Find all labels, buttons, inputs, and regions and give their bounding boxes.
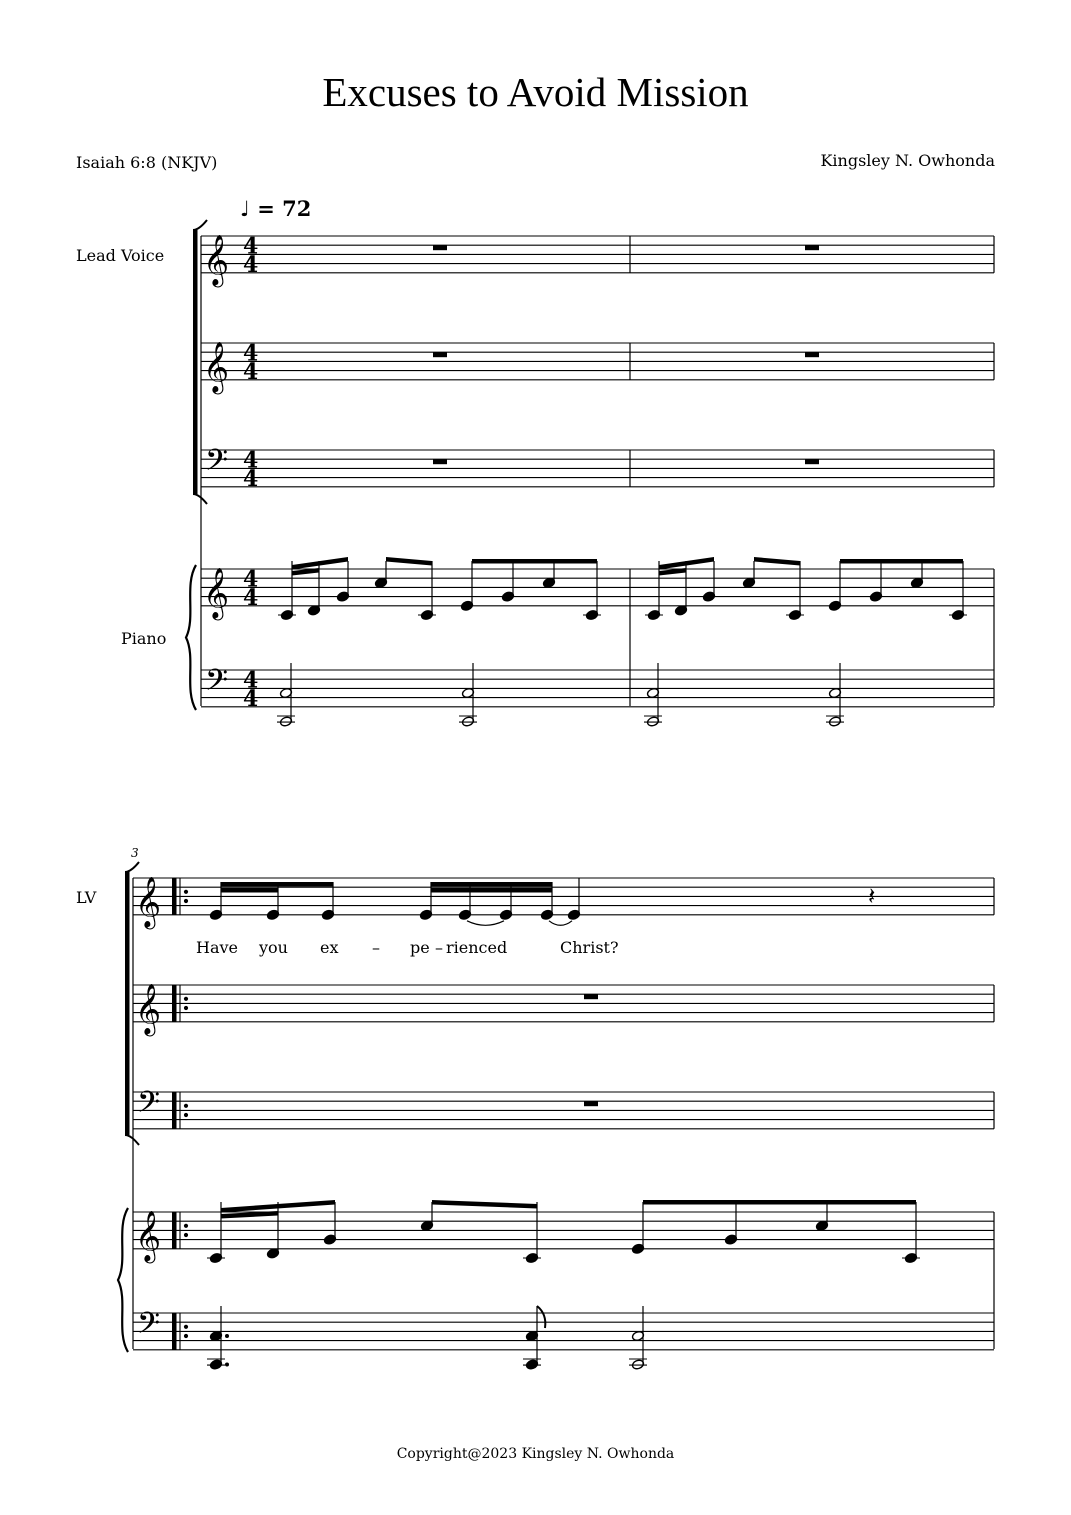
- repeat-dot: [184, 997, 188, 1001]
- time-signature-numerator: 4: [243, 340, 259, 367]
- beam: [643, 1200, 916, 1205]
- system-bracket: [193, 230, 198, 494]
- whole-rest: [584, 1101, 598, 1106]
- quarter-note-icon: ♩: [240, 196, 250, 221]
- repeat-dot: [184, 1224, 188, 1228]
- augmentation-dot: [225, 1334, 229, 1338]
- beam: [221, 888, 278, 893]
- lyric-syllable: you: [259, 938, 288, 957]
- time-signature-numerator: 4: [243, 566, 259, 593]
- scripture-reference: Isaiah 6:8 (NKJV): [76, 153, 218, 172]
- beam: [221, 882, 333, 887]
- repeat-dot: [184, 1334, 188, 1338]
- tie: [549, 921, 572, 926]
- piano-brace: [118, 1208, 128, 1352]
- bass-clef-icon: 𝄢: [205, 664, 229, 706]
- time-signature-numerator: 4: [243, 447, 259, 474]
- whole-rest: [805, 245, 819, 250]
- piano-brace: [186, 565, 196, 710]
- quarter-rest: 𝄽: [868, 881, 876, 910]
- bracket-hook: [193, 494, 207, 504]
- whole-rest: [584, 994, 598, 999]
- time-signature-denominator: 4: [243, 358, 259, 385]
- repeat-dot: [184, 1104, 188, 1108]
- whole-rest: [433, 245, 447, 250]
- augmentation-dot: [225, 1363, 229, 1367]
- beam: [431, 888, 552, 893]
- repeat-dot: [184, 1006, 188, 1010]
- repeat-dot: [184, 1325, 188, 1329]
- system-bracket: [125, 872, 130, 1135]
- treble-clef-icon: 𝄞: [203, 567, 230, 619]
- bass-clef-icon: 𝄢: [137, 1307, 161, 1349]
- composer: Kingsley N. Owhonda: [820, 151, 995, 170]
- beam: [431, 882, 552, 887]
- repeat-dot: [184, 890, 188, 894]
- part-label-piano: Piano: [121, 629, 167, 648]
- part-label-lv: LV: [76, 888, 97, 907]
- treble-clef-icon: 𝄞: [203, 341, 230, 393]
- eighth-flag: [537, 1306, 545, 1328]
- treble-clef-icon: 𝄞: [203, 234, 230, 286]
- repeat-dot: [184, 1233, 188, 1237]
- lyric-syllable: Have: [196, 938, 238, 957]
- lyric-hyphen: –: [435, 938, 443, 957]
- repeat-dot: [184, 1113, 188, 1117]
- repeat-thick-bar: [172, 985, 177, 1022]
- beam: [840, 559, 963, 564]
- lyric-hyphen: –: [372, 938, 380, 957]
- repeat-thick-bar: [172, 1313, 177, 1350]
- lyric-syllable: Christ?: [560, 938, 619, 957]
- time-signature-numerator: 4: [243, 667, 259, 694]
- bass-clef-icon: 𝄢: [137, 1086, 161, 1128]
- lyric-syllable: ex: [320, 938, 339, 957]
- beam: [754, 557, 800, 566]
- beam: [292, 557, 348, 570]
- bracket-hook: [193, 220, 207, 230]
- tempo-value: = 72: [257, 196, 312, 221]
- repeat-dot: [184, 899, 188, 903]
- repeat-thick-bar: [172, 1212, 177, 1249]
- time-signature-denominator: 4: [243, 251, 259, 278]
- whole-rest: [433, 459, 447, 464]
- bracket-hook: [125, 1135, 139, 1145]
- beam: [432, 1200, 537, 1209]
- time-signature-numerator: 4: [243, 233, 259, 260]
- measure-number: 3: [131, 846, 139, 860]
- whole-rest: [805, 459, 819, 464]
- tie: [467, 921, 504, 926]
- part-label-lead-voice: Lead Voice: [76, 246, 165, 265]
- copyright-footer: Copyright@2023 Kingsley N. Owhonda: [396, 1446, 675, 1462]
- whole-rest: [433, 352, 447, 357]
- time-signature-denominator: 4: [243, 465, 259, 492]
- lyric-syllable: rienced: [446, 938, 508, 957]
- treble-clef-icon: 𝄞: [135, 876, 162, 928]
- whole-rest: [805, 352, 819, 357]
- bass-clef-icon: 𝄢: [205, 444, 229, 486]
- bracket-hook: [125, 862, 139, 872]
- repeat-thick-bar: [172, 1092, 177, 1129]
- repeat-thick-bar: [172, 878, 177, 915]
- treble-clef-icon: 𝄞: [135, 1210, 162, 1262]
- treble-clef-icon: 𝄞: [135, 983, 162, 1035]
- score-title: Excuses to Avoid Mission: [322, 69, 749, 115]
- lyric-syllable: pe: [410, 938, 430, 957]
- time-signature-denominator: 4: [243, 685, 259, 712]
- time-signature-denominator: 4: [243, 584, 259, 611]
- beam: [472, 559, 597, 564]
- beam: [386, 557, 432, 566]
